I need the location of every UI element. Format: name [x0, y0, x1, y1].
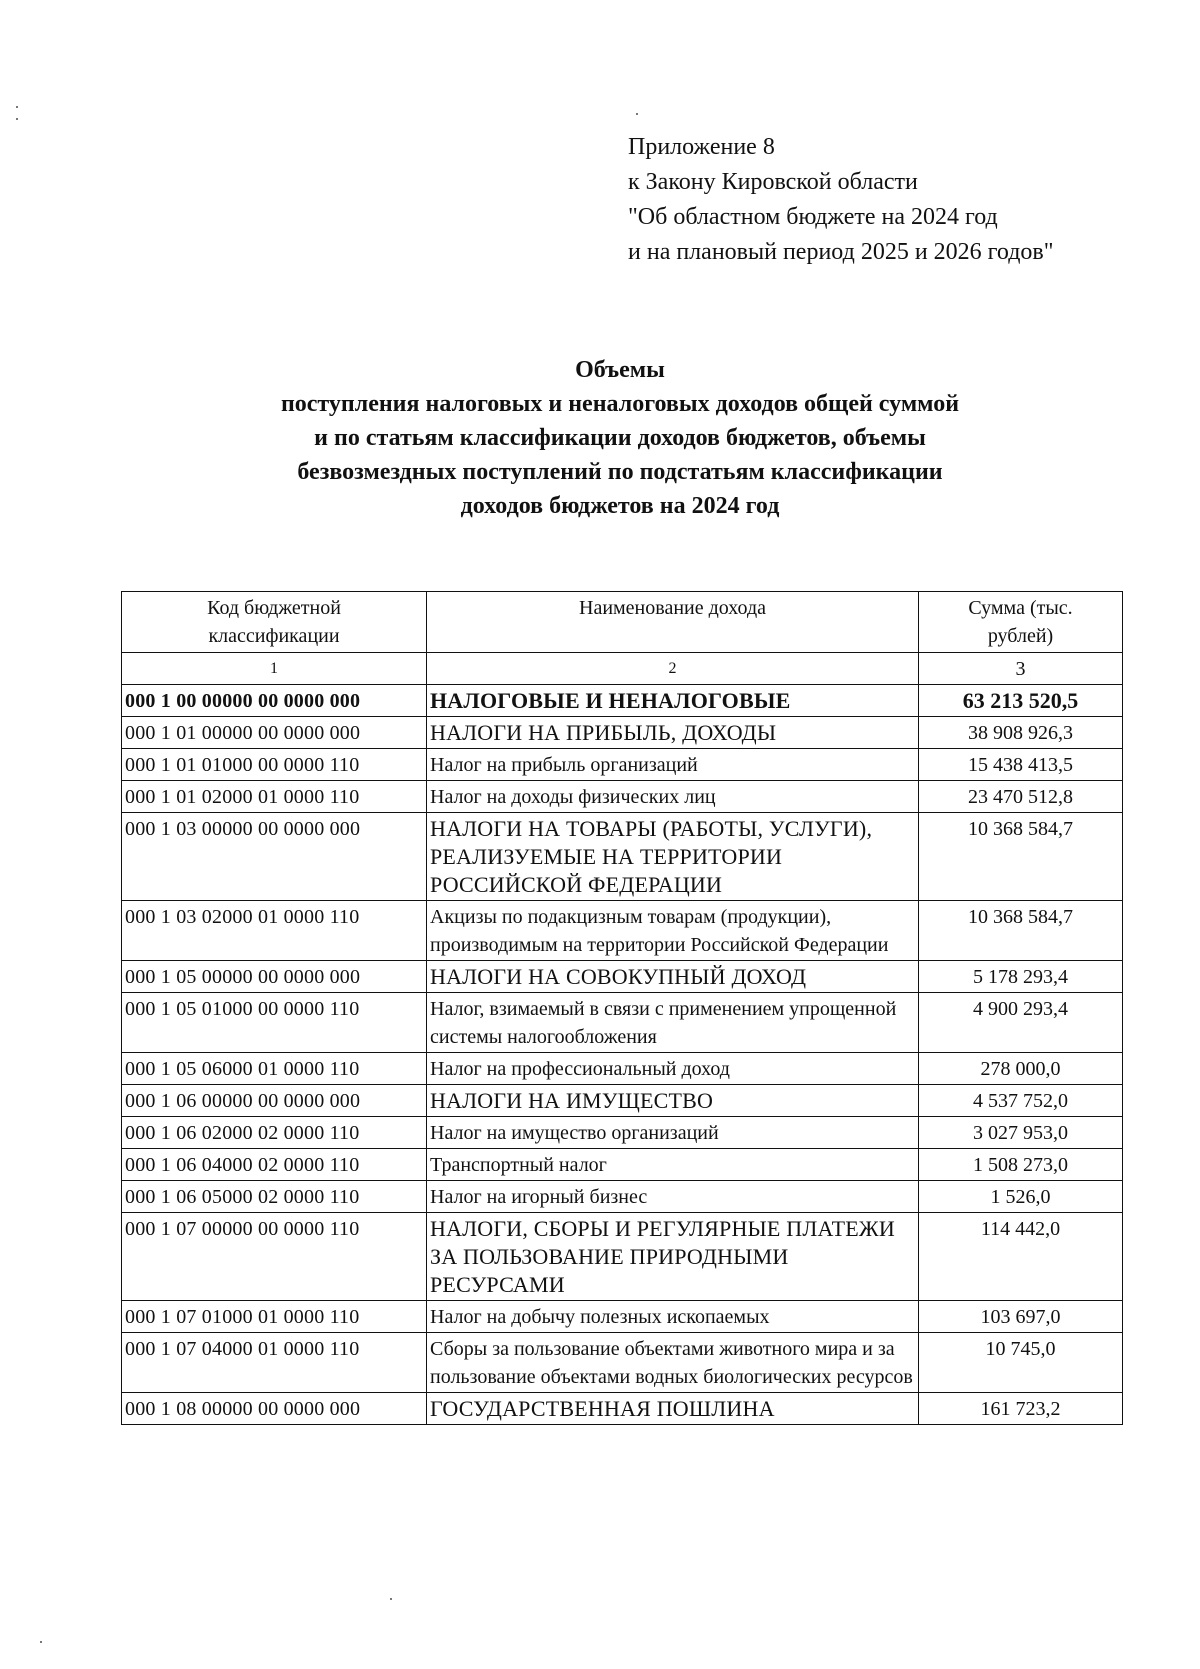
row-name: Налог на игорный бизнес: [427, 1181, 919, 1213]
table-row: [122, 1117, 1123, 1149]
row-sum: 161 723,2: [919, 1393, 1123, 1425]
row-code: 000 1 03 00000 00 0000 000: [122, 813, 427, 901]
row-code: 000 1 08 00000 00 0000 000: [122, 1393, 427, 1425]
column-number: 2: [427, 653, 919, 685]
row-name: Акцизы по подакцизным товарам (продукции), производимым на территории Российской Федерации: [427, 901, 919, 961]
row-name: Налог на имущество организаций: [427, 1117, 919, 1149]
scan-speck: [390, 1598, 392, 1600]
appendix-block: [628, 130, 1054, 270]
row-name: НАЛОГИ, СБОРЫ И РЕГУЛЯРНЫЕ ПЛАТЕЖИ ЗА ПОЛЬЗОВАНИЕ ПРИРОДНЫМИ РЕСУРСАМИ: [427, 1213, 919, 1301]
row-sum: 1 526,0: [919, 1181, 1123, 1213]
row-name: НАЛОГИ НА ИМУЩЕСТВО: [427, 1085, 919, 1117]
scan-speck: [636, 113, 638, 115]
row-sum: 5 178 293,4: [919, 961, 1123, 993]
row-code: 000 1 00 00000 00 0000 000: [122, 685, 427, 717]
appendix-line: и на плановый период 2025 и 2026 годов": [628, 239, 1054, 265]
row-code: 000 1 06 04000 02 0000 110: [122, 1149, 427, 1181]
table-row: [122, 1181, 1123, 1213]
table-row: [122, 813, 1123, 901]
table-row: [122, 1213, 1123, 1301]
column-number-row: [122, 653, 1123, 685]
table-row: [122, 1301, 1123, 1333]
budget-table: [121, 591, 1123, 1425]
scan-speck: [16, 118, 18, 120]
row-name: Сборы за пользование объектами животного мира и за пользование объектами водных биологических ресурсов: [427, 1333, 919, 1393]
row-sum: 4 537 752,0: [919, 1085, 1123, 1117]
table-row: [122, 1393, 1123, 1425]
header-name: Наименование дохода: [427, 592, 919, 653]
column-number: 1: [122, 653, 427, 685]
appendix-line: к Закону Кировской области: [628, 169, 918, 195]
scan-speck: [40, 1641, 42, 1643]
table-header-row: [122, 592, 1123, 653]
row-name: Налог на профессиональный доход: [427, 1053, 919, 1085]
title-line: поступления налоговых и неналоговых доходов общей суммой: [280, 391, 960, 417]
row-name: Транспортный налог: [427, 1149, 919, 1181]
table-row: [122, 961, 1123, 993]
title-line: и по статьям классификации доходов бюджетов, объемы: [314, 425, 926, 451]
row-code: 000 1 01 00000 00 0000 000: [122, 717, 427, 749]
row-sum: 1 508 273,0: [919, 1149, 1123, 1181]
title-line: Объемы: [575, 357, 665, 383]
row-sum: 38 908 926,3: [919, 717, 1123, 749]
row-name: НАЛОГИ НА ПРИБЫЛЬ, ДОХОДЫ: [427, 717, 919, 749]
table-row: [122, 749, 1123, 781]
appendix-line: "Об областном бюджете на 2024 год: [628, 204, 998, 230]
table-row: [122, 717, 1123, 749]
row-code: 000 1 03 02000 01 0000 110: [122, 901, 427, 961]
table-row: [122, 993, 1123, 1053]
row-code: 000 1 06 02000 02 0000 110: [122, 1117, 427, 1149]
scan-speck: [16, 106, 18, 108]
header-code: Код бюджетной классификации: [122, 592, 427, 653]
header-sum: Сумма (тыс. рублей): [919, 592, 1123, 653]
row-code: 000 1 07 00000 00 0000 110: [122, 1213, 427, 1301]
row-sum: 3 027 953,0: [919, 1117, 1123, 1149]
row-code: 000 1 01 01000 00 0000 110: [122, 749, 427, 781]
table-row: [122, 1053, 1123, 1085]
row-sum: 4 900 293,4: [919, 993, 1123, 1053]
row-code: 000 1 05 01000 00 0000 110: [122, 993, 427, 1053]
row-sum: 23 470 512,8: [919, 781, 1123, 813]
row-sum: 278 000,0: [919, 1053, 1123, 1085]
document-title: [200, 353, 1040, 523]
row-name: Налог на прибыль организаций: [427, 749, 919, 781]
row-name: НАЛОГИ НА СОВОКУПНЫЙ ДОХОД: [427, 961, 919, 993]
row-sum: 15 438 413,5: [919, 749, 1123, 781]
title-line: безвозмездных поступлений по подстатьям классификации: [297, 459, 943, 485]
row-code: 000 1 01 02000 01 0000 110: [122, 781, 427, 813]
row-sum: 63 213 520,5: [919, 685, 1123, 717]
row-name: Налог на добычу полезных ископаемых: [427, 1301, 919, 1333]
title-line: доходов бюджетов на 2024 год: [460, 493, 780, 519]
row-sum: 10 368 584,7: [919, 901, 1123, 961]
row-name: НАЛОГИ НА ТОВАРЫ (РАБОТЫ, УСЛУГИ), РЕАЛИЗУЕМЫЕ НА ТЕРРИТОРИИ РОССИЙСКОЙ ФЕДЕРАЦИИ: [427, 813, 919, 901]
row-name: НАЛОГОВЫЕ И НЕНАЛОГОВЫЕ: [427, 685, 919, 717]
table-row: [122, 901, 1123, 961]
row-code: 000 1 05 00000 00 0000 000: [122, 961, 427, 993]
table-row: [122, 781, 1123, 813]
table-row: [122, 1085, 1123, 1117]
row-code: 000 1 05 06000 01 0000 110: [122, 1053, 427, 1085]
row-name: Налог на доходы физических лиц: [427, 781, 919, 813]
table-row: [122, 1333, 1123, 1393]
row-sum: 10 745,0: [919, 1333, 1123, 1393]
row-code: 000 1 07 01000 01 0000 110: [122, 1301, 427, 1333]
table-row: [122, 685, 1123, 717]
appendix-line: Приложение 8: [628, 134, 775, 160]
row-sum: 114 442,0: [919, 1213, 1123, 1301]
table-row: [122, 1149, 1123, 1181]
row-code: 000 1 06 05000 02 0000 110: [122, 1181, 427, 1213]
row-name: Налог, взимаемый в связи с применением упрощенной системы налогообложения: [427, 993, 919, 1053]
column-number: 3: [919, 653, 1123, 685]
row-code: 000 1 07 04000 01 0000 110: [122, 1333, 427, 1393]
row-sum: 103 697,0: [919, 1301, 1123, 1333]
row-sum: 10 368 584,7: [919, 813, 1123, 901]
row-name: ГОСУДАРСТВЕННАЯ ПОШЛИНА: [427, 1393, 919, 1425]
row-code: 000 1 06 00000 00 0000 000: [122, 1085, 427, 1117]
